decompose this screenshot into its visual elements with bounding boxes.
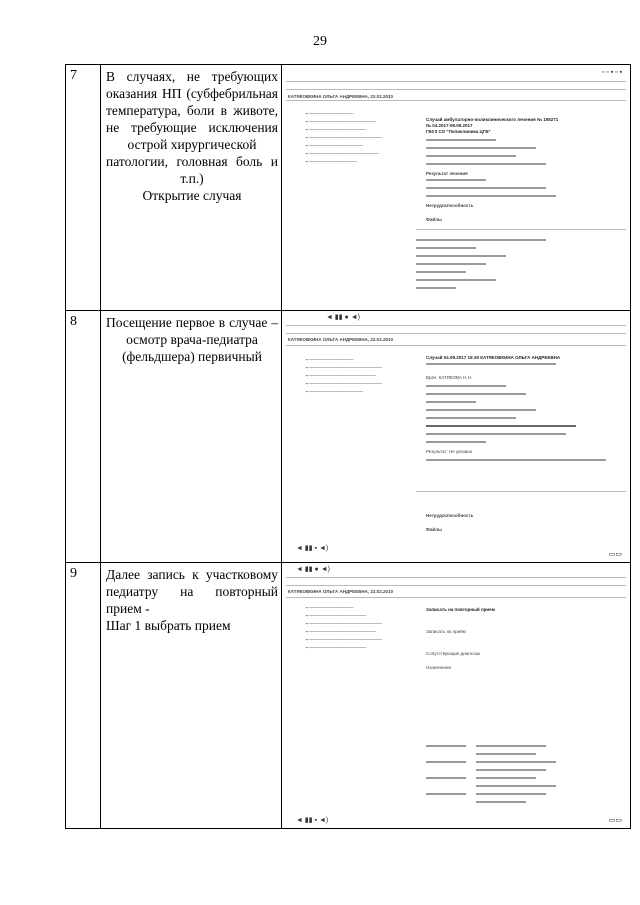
organization: ГБУЗ СО "Поликлиника ЦГБ" bbox=[426, 129, 491, 134]
step-number: 9 bbox=[66, 563, 101, 829]
form-title: Случай 04.09.2017 15:30 КАТЯКОВКИНА ОЛЬГА АНДРЕЕВНА bbox=[426, 355, 561, 360]
text-line: педиатру на повторный bbox=[106, 584, 278, 599]
toolbar-icons[interactable]: ◄ ▮▮ ● ◄) bbox=[296, 566, 330, 573]
text-line: Посещение первое в случае – bbox=[106, 315, 278, 330]
patient-name: КАТЯКОВКИНА ОЛЬГА АНДРЕЕВНА, 22.02.2010 bbox=[288, 589, 393, 594]
patient-name: КАТЯКОВКИНА ОЛЬГА АНДРЕЕВНА, 22.02.2010 bbox=[288, 337, 393, 342]
text-line: осмотр врача-педиатра bbox=[126, 332, 258, 347]
text-line: Далее запись к участковому bbox=[106, 567, 278, 582]
app-screenshot: КАТЯКОВКИНА ОЛЬГА АНДРЕЕВНА, 22.02.2010 ▪ ────────────── ▪ ────────────────── ▪ ─────────────────────── ▪ ───────────────────── ▪ ─────────────────────── ▪ ────────────────── Записать на повторный прием Записать на приём Сопутствующие диагнозы Назначения ◄ ▮▮ ● ◄) ◄ ▮▮ ▪ ◄) ▭▭ bbox=[286, 565, 626, 826]
steps-table bbox=[65, 64, 631, 829]
app-logo-icon: ▭▭ bbox=[608, 551, 622, 558]
app-screenshot: КАТЯКОВКИНА ОЛЬГА АНДРЕЕВНА, 22.02.2010 ▪ ────────────── ▪ ───────────────────── ▪ ────────────────── ▪ ─────────────────────── ▪ ───────────────── ▪ ────────────────────── ▪ ─────────────── Случай амбулаторно-поликлинического лечения № 155271 № 04.2017-09.09.2017 ГБУЗ СО "Поликлиника ЦГБ" Результат лечения Нетрудоспособность Файлы ▫ ▫ ▪ ▫ ▪ bbox=[286, 67, 626, 308]
section-label: Назначения bbox=[426, 665, 451, 670]
doctor: Врач: КАТЯКОВА Н.Н. bbox=[426, 375, 473, 380]
section-label: Нетрудоспособность bbox=[426, 203, 474, 208]
step-action: Открытие случая bbox=[142, 188, 242, 203]
toolbar-icons[interactable]: ◄ ▮▮ ▪ ◄) bbox=[296, 817, 329, 824]
section-label: Нетрудоспособность bbox=[426, 513, 474, 518]
step-description bbox=[101, 311, 282, 563]
section-label: Файлы bbox=[426, 217, 442, 222]
toolbar-icons[interactable]: ◄ ▮▮ ● ◄) bbox=[326, 314, 360, 321]
text-line: т.п.) bbox=[180, 171, 204, 186]
step-number: 8 bbox=[66, 311, 101, 563]
form-title: Записать на повторный прием bbox=[426, 607, 495, 612]
section-label: Файлы bbox=[426, 527, 442, 532]
text-line: острой хирургической bbox=[127, 137, 257, 152]
screenshot-cell bbox=[282, 311, 631, 563]
text-line: В случаях, не требующих bbox=[106, 69, 278, 84]
result-field: Результат: Не указано bbox=[426, 449, 473, 454]
table-row bbox=[66, 563, 631, 829]
text-line: оказания НП (субфебрильная bbox=[106, 86, 278, 101]
step-description bbox=[101, 65, 282, 311]
step-description bbox=[101, 563, 282, 829]
text-line: температура, боли в животе, bbox=[106, 103, 278, 118]
toolbar-icons[interactable]: ◄ ▮▮ ▪ ◄) bbox=[296, 545, 329, 552]
form-subtitle: № 04.2017-09.09.2017 bbox=[426, 123, 473, 128]
patient-name: КАТЯКОВКИНА ОЛЬГА АНДРЕЕВНА, 22.02.2010 bbox=[288, 94, 393, 99]
text-line: не требующие исключения bbox=[106, 120, 278, 135]
toolbar-icons[interactable]: ▫ ▫ ▪ ▫ ▪ bbox=[601, 69, 622, 76]
screenshot-cell bbox=[282, 65, 631, 311]
text-line: патологии, головная боль и bbox=[106, 154, 278, 169]
app-screenshot: ◄ ▮▮ ● ◄) КАТЯКОВКИНА ОЛЬГА АНДРЕЕВНА, 22.02.2010 ▪ ────────────── ▪ ─────────────────────── ▪ ───────────────────── ▪ ─────────────────────── ▪ ───────────────── Случай 04.09.2017 15:30 КАТЯКОВКИНА ОЛЬГА АНДРЕЕВНА Врач: КАТЯКОВА Н.Н. Результат: Не указано Нетрудоспособность Файлы ◄ ▮▮ ▪ ◄) ▭▭ bbox=[286, 313, 626, 560]
app-logo-icon: ▭▭ bbox=[608, 817, 622, 824]
text-line: прием - bbox=[106, 601, 150, 616]
form-title: Случай амбулаторно-поликлинического лечения № 155271 bbox=[426, 117, 559, 122]
table-row bbox=[66, 311, 631, 563]
step-number: 7 bbox=[66, 65, 101, 311]
table-row bbox=[66, 65, 631, 311]
screenshot-cell bbox=[282, 563, 631, 829]
section-label: Результат лечения bbox=[426, 171, 468, 176]
section-label: Записать на приём bbox=[426, 629, 466, 634]
text-line: (фельдшера) первичный bbox=[122, 349, 262, 364]
page-number: 29 bbox=[313, 34, 327, 49]
step-action: Шаг 1 выбрать прием bbox=[106, 618, 231, 633]
section-label: Сопутствующие диагнозы bbox=[426, 651, 481, 656]
